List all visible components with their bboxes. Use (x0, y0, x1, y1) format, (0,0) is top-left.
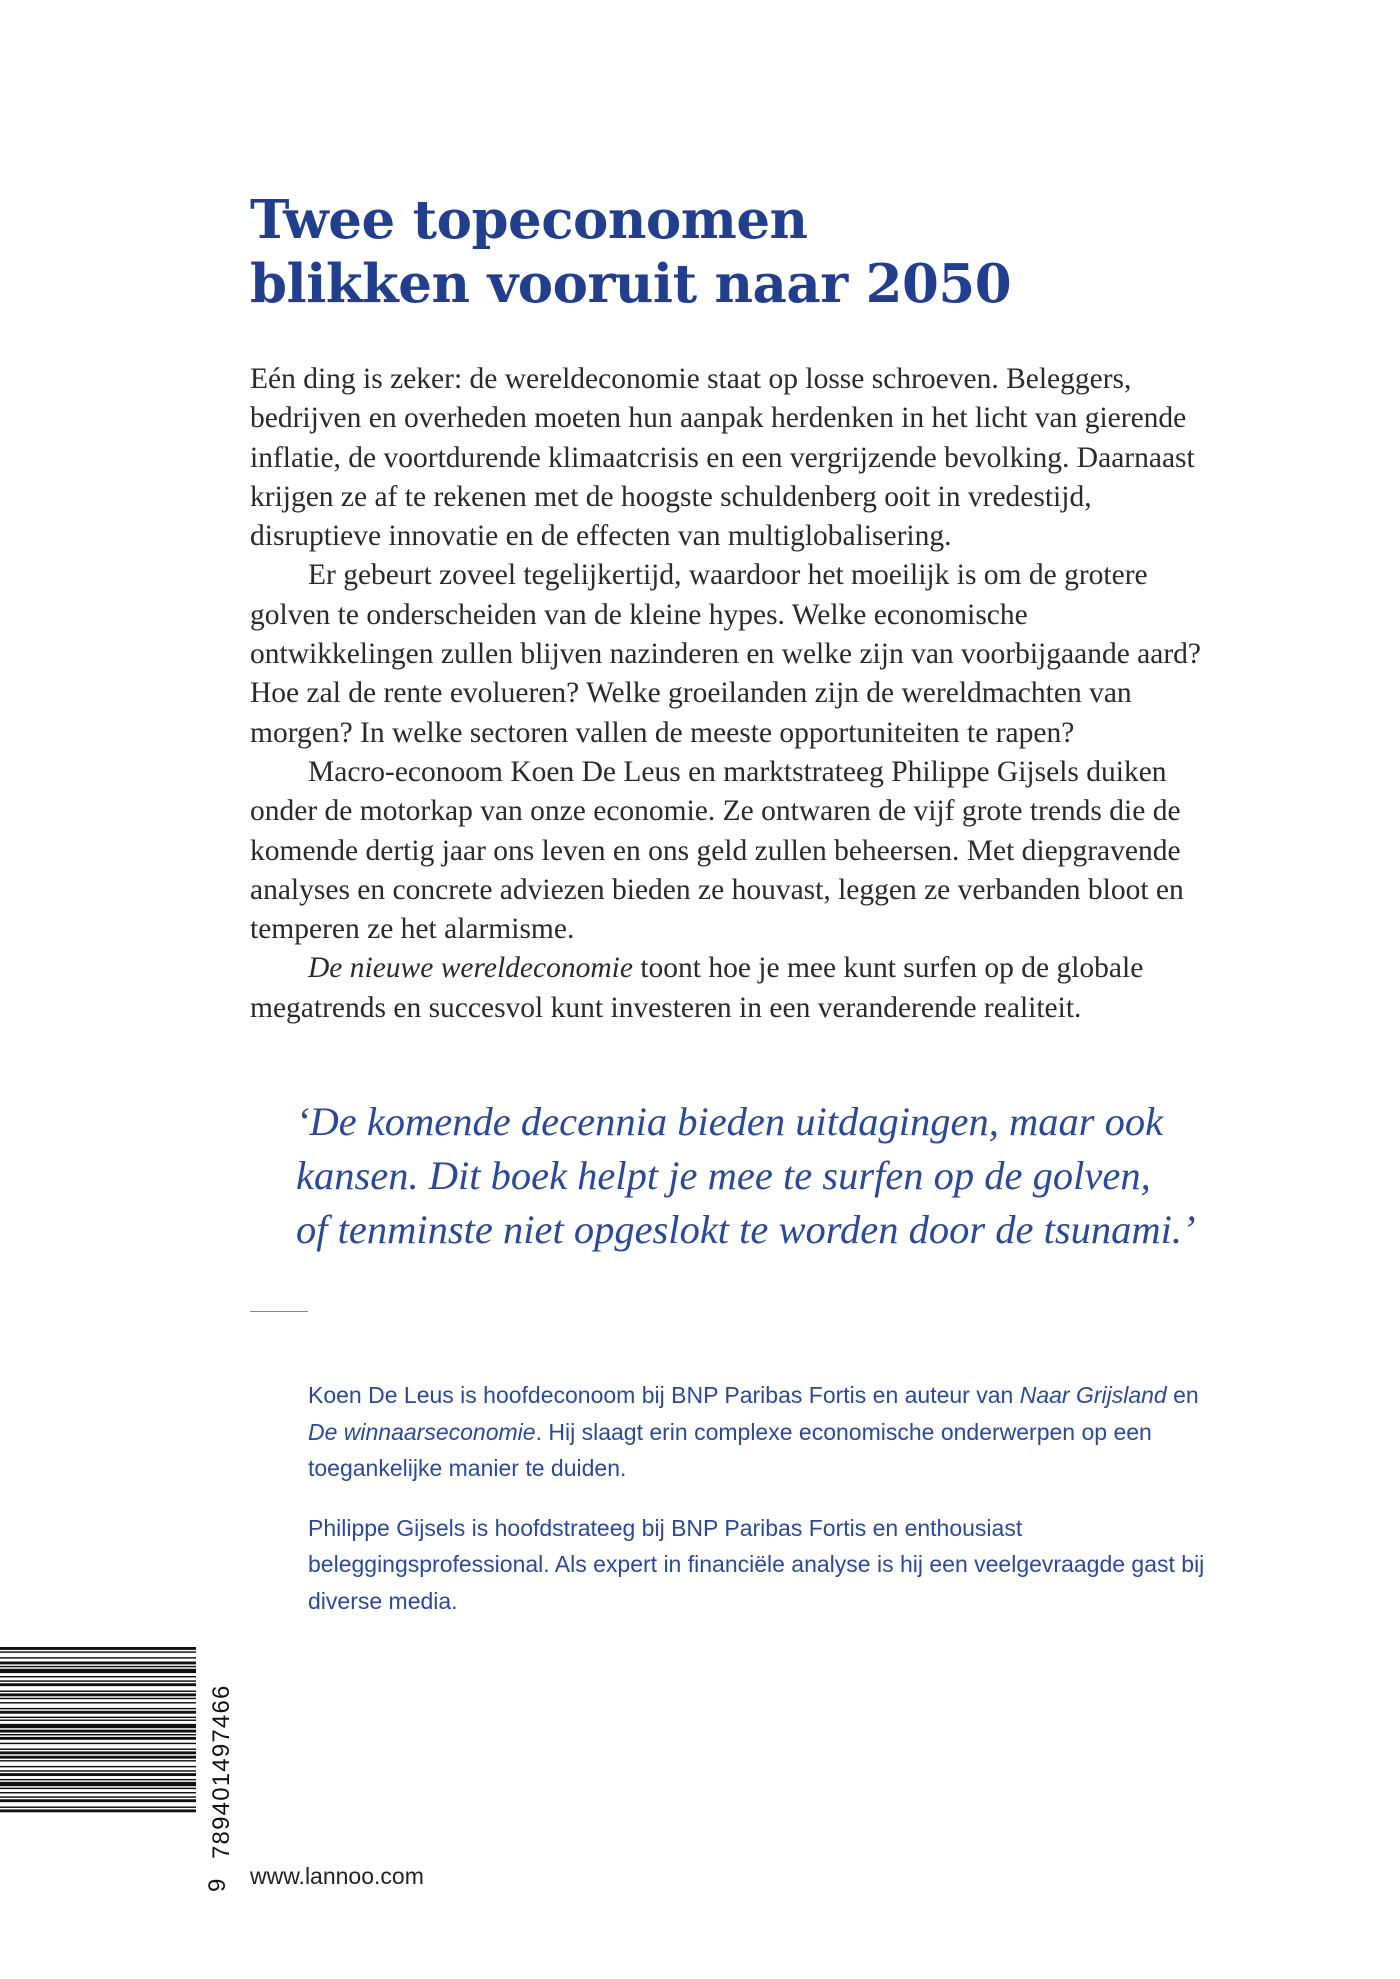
barcode-bar (0, 1799, 196, 1802)
barcode-bar (0, 1702, 196, 1703)
barcode-bar (0, 1691, 196, 1692)
blurb-paragraph-3: Macro-econoom Koen De Leus en marktstrateeg Philippe Gijsels duiken onder de motorkap van onze economie. Ze ontwaren de vijf grote trends die de komende dertig jaar ons leven en ons geld zullen beheersen. Met diepgravende analyses en concrete adviezen bieden ze houvast, leggen ze verbanden bloot en temperen ze het alarmisme. (250, 755, 1184, 946)
barcode-bar (0, 1809, 196, 1812)
barcode-bar (0, 1647, 196, 1650)
blurb-paragraph-4-text: toont hoe je mee kunt surfen op de globale megatrends en succesvol kunt investeren in een veranderende realiteit. (250, 952, 1144, 1024)
barcode-bar (0, 1756, 196, 1759)
barcode-bar (0, 1711, 196, 1714)
barcode-bar (0, 1770, 196, 1771)
bio-koen-book-1: Naar Grijsland (1019, 1382, 1167, 1408)
barcode-bar (0, 1676, 196, 1677)
barcode-bar (0, 1724, 196, 1728)
pull-quote-line-1: ‘De komende decennia bieden uitdagingen, maar ook (296, 1099, 1164, 1144)
headline (250, 188, 1250, 316)
barcode-bar (0, 1662, 196, 1665)
barcode-bar (0, 1669, 196, 1673)
publisher-website[interactable]: www.lannoo.com (250, 1863, 424, 1889)
barcode-bar (0, 1683, 196, 1686)
barcode-bar (0, 1760, 196, 1761)
headline-line-2: blikken vooruit naar 2050 (250, 253, 1012, 315)
bio-koen-text-b: en (1166, 1382, 1199, 1408)
bio-koen-text-c: . Hij slaagt erin complexe economische onderwerpen op een toegankelijke manier te duiden. (308, 1418, 1152, 1481)
pull-quote-line-3: of tenminste niet opgeslokt te worden door de tsunami.’ (296, 1207, 1196, 1252)
barcode-bar (0, 1666, 196, 1667)
blurb-paragraph-4 (250, 949, 1210, 1028)
blurb-body (250, 360, 1210, 1028)
barcode-bar (0, 1698, 196, 1699)
barcode-bar (0, 1792, 196, 1793)
barcode-bar (0, 1730, 196, 1733)
bio-koen-text-a: Koen De Leus is hoofdeconoom bij BNP Paribas Fortis en auteur van (308, 1382, 1020, 1408)
barcode-bar (0, 1779, 196, 1780)
pull-quote-line-2: kansen. Dit boek helpt je mee te surfen op de golven, (296, 1153, 1151, 1198)
headline-line-1: Twee topeconomen (250, 189, 808, 251)
bio-koen-book-2: De winnaarseconomie (308, 1418, 536, 1445)
barcode-bar (0, 1807, 196, 1808)
bio-philippe-gijsels: Philippe Gijsels is hoofdstrateeg bij BNP Paribas Fortis en enthousiast beleggingsprofessional. Als expert in financiële analyse is hij een veelgevraagde gast bij diverse media. (308, 1514, 1205, 1614)
barcode-bar (0, 1657, 196, 1658)
isbn-digits (208, 1647, 238, 1859)
barcode-bar (0, 1773, 196, 1776)
isbn-lead-digit-text: 9 (204, 1878, 231, 1892)
barcode-bar (0, 1782, 196, 1786)
barcode-bar (0, 1708, 196, 1709)
barcode-bar (0, 1680, 196, 1681)
blurb-paragraph-2: Er gebeurt zoveel tegelijkertijd, waardoor het moeilijk is om de grotere golven te onderscheiden van de kleine hypes. Welke economische ontwikkelingen zullen blijven nazinderen en welke zijn van voorbijgaande aard? Hoe zal de rente evolueren? Welke groeilanden zijn de wereldmachten van morgen? In welke sectoren vallen de meeste opportuniteiten te rapen? (250, 559, 1202, 749)
barcode-bar (0, 1796, 196, 1797)
barcode-bar (0, 1693, 196, 1696)
bio-koen-de-leus (308, 1377, 1208, 1487)
author-bios (308, 1377, 1208, 1642)
isbn-number: 789401497466 (208, 1684, 235, 1859)
barcode-bar (0, 1788, 196, 1789)
barcode-bar (0, 1751, 196, 1754)
pull-quote (296, 1095, 1196, 1257)
barcode-bar (0, 1720, 196, 1721)
barcode-bar (0, 1737, 196, 1740)
isbn-lead-digit (204, 1868, 234, 1898)
blurb-paragraph-1: Eén ding is zeker: de wereldeconomie staat op losse schroeven. Beleggers, bedrijven en overheden moeten hun aanpak herdenken in het licht van gierende inflatie, de voortdurende klimaatcrisis en een vergrijzende bevolking. Daarnaast krijgen ze af te rekenen met de hoogste schuldenberg ooit in vredestijd, disruptieve innovatie en de effecten van multiglobalisering. (250, 363, 1195, 553)
barcode-bar (0, 1749, 196, 1750)
barcode (0, 1647, 196, 1862)
barcode-bar (0, 1766, 196, 1767)
book-title: De nieuwe wereldeconomie (308, 952, 633, 985)
divider (250, 1311, 308, 1312)
barcode-bar (0, 1734, 196, 1735)
barcode-bar (0, 1717, 196, 1718)
barcode-bar (0, 1743, 196, 1744)
barcode-bar (0, 1651, 196, 1652)
